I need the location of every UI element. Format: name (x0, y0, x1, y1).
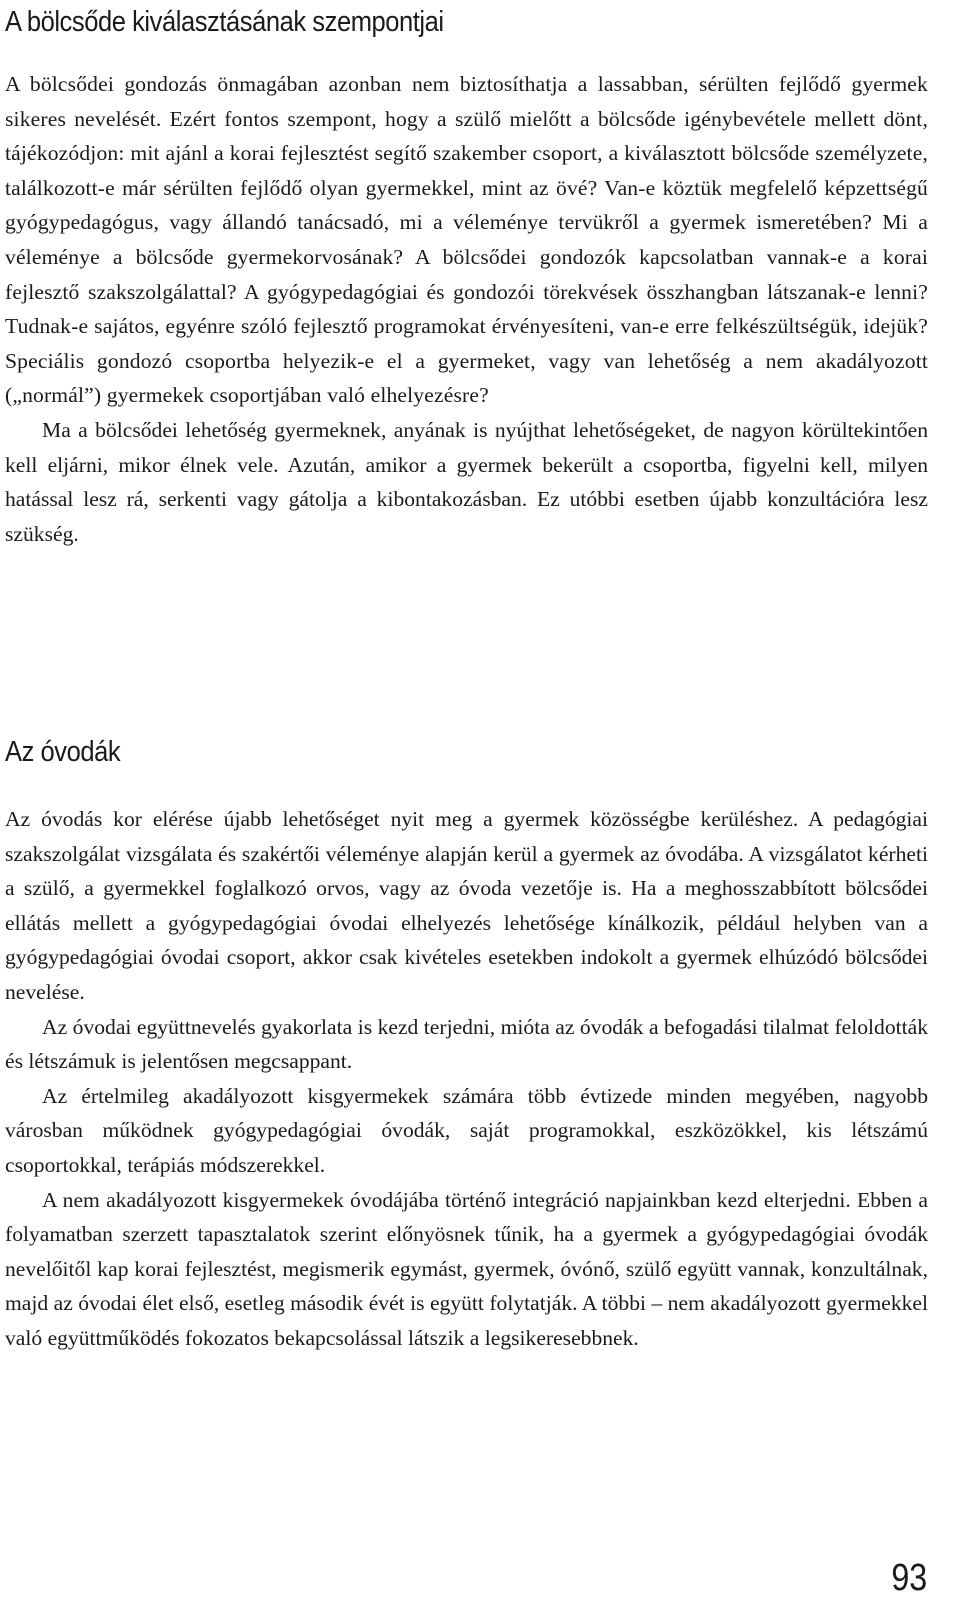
section-heading-kindergartens: Az óvodák (5, 736, 121, 768)
paragraph: Ma a bölcsődei lehetőség gyermeknek, anyának is nyújthat lehetőségeket, de nagyon körültekintően kell eljárni, mikor élnek vele. Azután, amikor a gyermek bekerült a csoportba, figyelni kell, milyen hatással lesz rá, serkenti vagy gátolja a kibontakozásban. Ez utóbbi esetben újabb konzultációra lesz szükség. (5, 417, 928, 546)
section-body-kindergartens (5, 802, 928, 1356)
paragraph: A bölcsődei gondozás önmagában azonban nem biztosíthatja a lassabban, sérülten fejlődő gyermek sikeres nevelését. Ezért fontos szempont, hogy a szülő mielőtt a bölcsőde igénybevétele mellett dönt, tájékozódjon: mit ajánl a korai fejlesztést segítő szakember csoport, a kiválasztott bölcsőde személyzete, találkozott-e már sérülten fejlődő olyan gyermekkel, mint az övé? Van-e köztük megfelelő képzettségű gyógypedagógus, vagy állandó tanácsadó, mi a véleménye tervükről a gyermek ismeretében? Mi a véleménye a bölcsőde gyermekorvosának? A bölcsődei gondozók kapcsolatban vannak-e a korai fejlesztő szakszolgálattal? A gyógypedagógiai és gondozói törekvések összhangban látszanak-e lenni? Tudnak-e sajátos, egyénre szóló fejlesztő programokat érvényesíteni, van-e erre felkészültségük, idejük? Speciális gondozó csoportba helyezik-e el a gyermeket, vagy van lehetőség a nem akadályozott („normál”) gyermekek csoportjában való elhelyezésre? (5, 72, 928, 408)
paragraph: Az óvodás kor elérése újabb lehetőséget nyit meg a gyermek közösségbe kerüléshez. A pedagógiai szakszolgálat vizsgálata és szakértői véleménye alapján kerül a gyermek az óvodába. A vizsgálatot kérheti a szülő, a gyermekkel foglalkozó orvos, vagy az óvoda vezetője is. Ha a meghosszabbított bölcsődei ellátás mellett a gyógypedagógiai óvodai elhelyezés lehetősége kínálkozik, például helyben van a gyógypedagógiai óvodai csoport, akkor csak kivételes esetekben indokolt a gyermek elhúzódó bölcsődei nevelése. (5, 807, 928, 1004)
section-body-nursery-selection (5, 67, 928, 551)
section-heading-nursery-selection: A bölcsőde kiválasztásának szempontjai (5, 6, 444, 38)
paragraph: Az értelmileg akadályozott kisgyermekek számára több évtizede minden megyében, nagyobb városban működnek gyógypedagógiai óvodák, saját programokkal, eszközökkel, kis létszámú csoportokkal, terápiás módszerekkel. (5, 1083, 928, 1177)
paragraph: A nem akadályozott kisgyermekek óvodájába történő integráció napjainkban kezd elterjedni. Ebben a folyamatban szerzett tapasztalatok szerint előnyösnek tűnik, ha a gyermek a gyógypedagógiai óvodák nevelőitől kap korai fejlesztést, megismerik egymást, gyermek, óvónő, szülő együtt vannak, konzultálnak, majd az óvodai élet első, esetleg második évét is együtt folytatják. A többi – nem akadályozott gyermekkel való együttműködés fokozatos bekapcsolással látszik a legsikeresebbnek. (5, 1187, 928, 1350)
paragraph: Az óvodai együttnevelés gyakorlata is kezd terjedni, mióta az óvodák a befogadási tilalmat feloldották és létszámuk is jelentősen megcsappant. (5, 1014, 928, 1074)
page-number: 93 (891, 1557, 927, 1599)
